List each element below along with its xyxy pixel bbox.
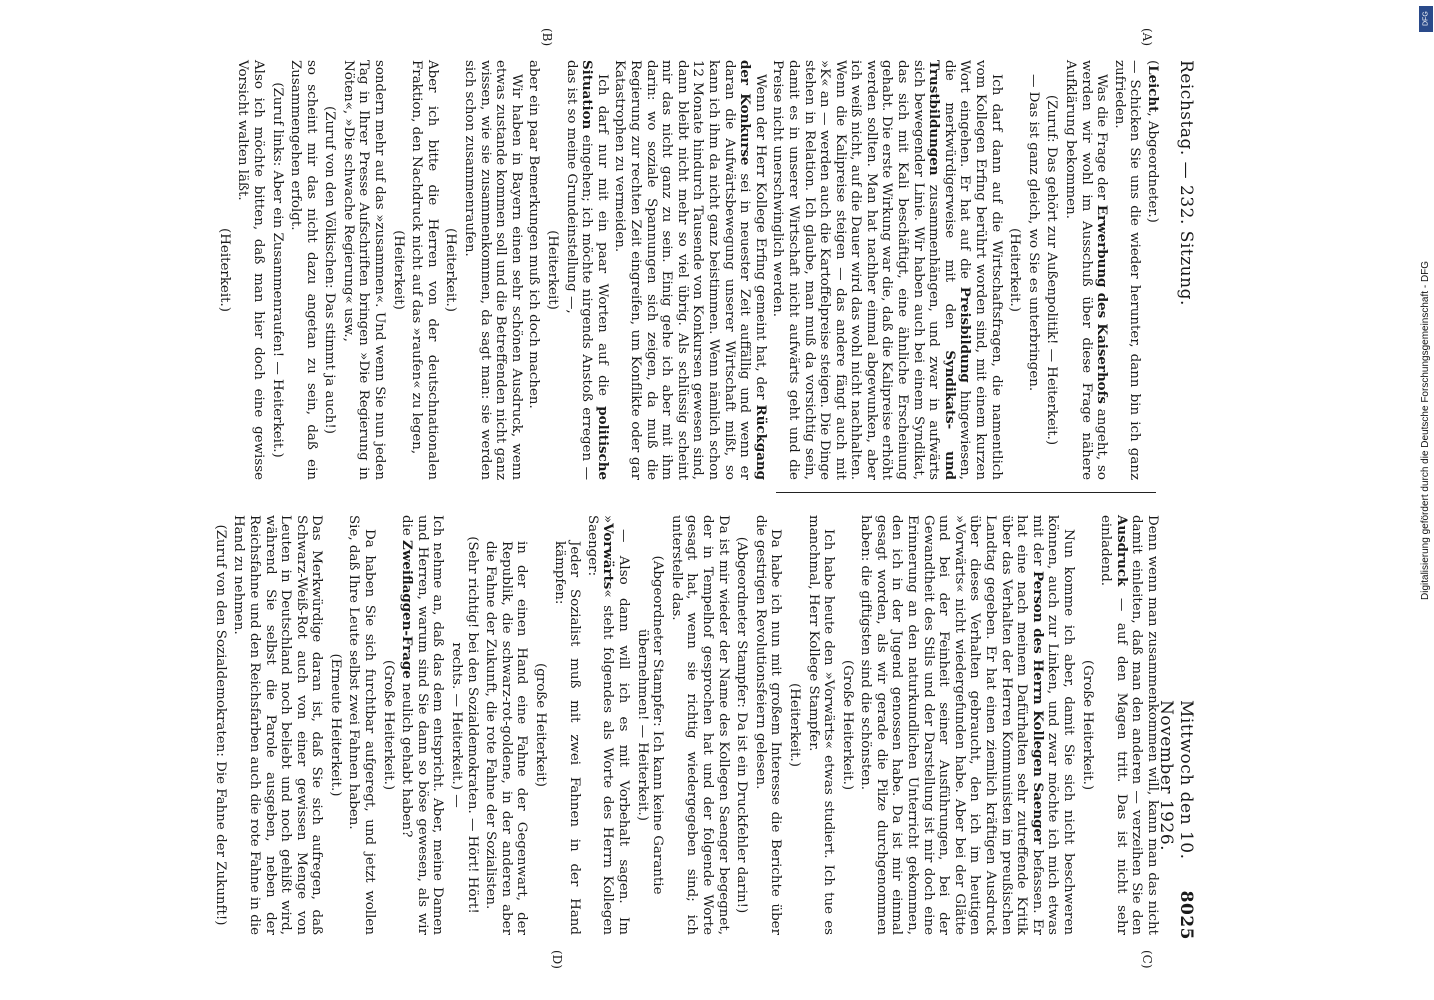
right-column-paragraph: Jeder Sozialist muß mit zwei Fahnen in der Hand kämpfen: [551,541,583,935]
dfg-logo: DFG [1419,6,1433,32]
right-column-paragraph: (Große Heiterkeit.) [1079,659,1095,791]
left-column-paragraph: Ich darf nur mit ein paar Worten auf die politische Situation eingehen; ich möchte nirgends Anstoß erregen — das ist so meine Grundeinstellung —, [563,60,611,480]
right-column-paragraph: (Zuruf von den Sozialdemokraten: Die Fahne der Zukunft!) [212,524,228,926]
right-column-paragraph: Da haben Sie sich furchtbar aufgeregt, und jetzt wollen Sie, daß Ihre Leute selbst zwei Fahnen haben. [346,515,378,935]
right-column [209,515,1160,935]
right-column-paragraph: Nun komme ich aber, damit Sie sich nicht beschweren können, auch zur Linken, und zwar möchte ich mich etwas mit der Person des Herrn Kollegen Saenger befassen. Er hat eine nach meinem Dafürhalten sehr zutreffende Kritik über das Verhalten der Herren Kommunisten im preußischen Landtag gegeben. Er hat einen ziemlich kräftigen Ausdruck über dieses Verhalten gebraucht, den ich im heutigen »Vorwärts« nicht wiedergefunden habe. Aber bei der Glätte und bei der Feinheit seiner Ausführungen, bei der Gewandtheit des Stils und der Darstellung ist mir doch eine Erinnerung an den naturkundlichen Unterricht gekommen, den ich in der Jugend genossen habe. Da ist mir einmal gesagt worden, als wir gerade die Pilze durchgenommen haben: die giftigsten sind die schönsten. [858,515,1077,935]
margin-mark-b: (B) [540,28,554,47]
left-column-paragraph: so scheint mir das nicht dazu angetan zu sein, daß ein Zusammengehen erfolgt. [288,60,319,480]
page-number: 8025 [1176,890,1196,940]
left-column-paragraph: — Das ist ganz gleich, wo Sie es unterbringen. [1025,74,1041,392]
left-column-paragraph: sondern mehr auf das »zusammen«. Und wenn Sie nun jeden Tag in Ihrer Presse Aufschriften bringen »Die Regierung in Nöten«, »Die schwache Regierung« usw., [340,60,388,480]
left-column-paragraph: (Heiterkeit) [390,230,406,310]
header-date: Mittwoch den 10. November 1926. [1156,700,1196,860]
left-column-paragraph: Was die Frage der Erwerbung des Kaiserhofs angeht, so werden wir wohl im Ausschuß über diese Frage nähere Aufklärung bekommen. [1063,60,1111,480]
left-column-paragraph: (Zuruf links: Aber ein Zusammenraufen! — Heiterkeit.) [269,82,285,458]
right-column-paragraph: (Sehr richtig! bei den Sozialdemokraten. — Hört! Hört! rechts. — Heiterkeit.) — [449,536,480,914]
margin-mark-c: (C) [1140,950,1154,969]
margin-mark-d: (D) [550,950,564,969]
left-column-paragraph: (Heiterkeit.) [1007,228,1023,312]
left-column-paragraph: (Heiterkeit.) [216,228,232,312]
right-column-paragraph: (Erneute Heiterkeit.) [327,653,343,797]
right-column-paragraph: Das Merkwürdige daran ist, daß Sie sich aufregen, daß Schwarz-Weiß-Rot auch von einer gewissen Menge von Leuten in Deutschland noch beliebt und noch gehißt wird, während Sie selbst die Parole ausgeben, neben der Reichsfahne und den Reichsfarben auch die rote Fahne in die Hand zu nehmen. [231,515,325,935]
left-column-paragraph: (Heiterkeit.) [443,228,459,312]
left-column-paragraph: — Schicken Sie uns die wieder herunter, dann bin ich ganz zufrieden. [1111,60,1143,480]
right-column-paragraph: Denn wenn man zusammenkommen will, kann man das nicht damit einleiten, daß man den anderen — verzeihen Sie den Ausdruck — auf den Magen tritt. Das ist nicht sehr einladend. [1098,515,1160,935]
left-column-paragraph: Aber ich bitte die Herren von der deutschnationalen Fraktion, den Nachdruck nicht auf das »raufen« zu legen, [409,60,440,480]
left-column-paragraph: (Leicht, Abgeordneter.) [1145,60,1161,223]
left-column [213,60,1160,480]
left-column-paragraph: Wir haben in Bayern einen sehr schönen Ausdruck, wenn etwas zustande kommen soll und die Betreffenden nicht ganz wissen, wie sie zusammenkommen, da sagt man: sie werden sich schon zusammenraufen. [462,60,524,480]
left-column-paragraph: Ich darf dann auf die Wirtschaftsfragen, die namentlich vom Kollegen Erfing berührt worden sind, mit einem kurzen Wort eingehen. Er hat auf die Preisbildung hingewiesen, die merkwürdigerweise mit den Syndikats- und Trustbildungen zusammenhängen, und zwar in aufwärts sich bewegender Linie. Wir haben auch bei einem Syndikat, das sich mit Kali beschäftigt, eine ähnliche Erscheinung gehabt. Die erste Wirkung war die, daß die Kalipreise erhöht werden sollten. Man hat nachher einmal abgewunken, aber ich weiß nicht, auf die Dauer wird das wohl nicht nachhalten. Wenn die Kalipreise steigen — das andere fängt auch mit »K« an — werden auch die Kartoffelpreise steigen. Die Dinge stehen in Relation. Ich glaube, man muß da vorsichtig sein, damit es in unserer Wirtschaft nicht aufwärts geht und die Preise nicht unerschwinglich werden. [770,60,1004,480]
right-column-paragraph: (Abgeordneter Stampfer: Ich kann keine Garantie übernehmen! — Heiterkeit.) [634,555,666,895]
digitization-sidebar [1418,0,1434,1000]
right-column-paragraph: Da ist mir wieder der Name des Kollegen Saenger begegnet, der in Tempelhof gesprochen hat und der folgende Worte gesagt hat, wenn sie richtig wiedergegeben sind; ich unterstelle das. [668,515,731,935]
left-column-paragraph: (Heiterkeit) [545,230,561,310]
header-left: Reichstag. — 232. Sitzung. [1176,60,1196,306]
right-column-paragraph: — Also dann will ich es mit Vorbehalt sagen. Im »Vorwärts« steht folgendes als Worte des Herrn Kollegen Saenger: [584,515,631,935]
right-column-paragraph: (große Heiterkeit) [533,663,549,787]
document-page [54,0,1284,1000]
right-column-paragraph: Ich habe heute den »Vorwärts« etwas studiert. Ich tue es manchmal, Herr Kollege Stampfer. [805,515,837,935]
column-divider [776,492,1156,493]
running-header [1156,60,1196,940]
dfg-credit: Digitalisierung gefördert durch die Deutsche Forschungsgemeinschaft - DFG [1420,260,1431,600]
right-column-paragraph: (Große Heiterkeit.) [839,659,855,791]
right-column-paragraph: in der einen Hand eine Fahne der Gegenwart, der Republik, die schwarz-rot-goldene, in der anderen aber die Fahne der Zukunft, die rote Fahne der Sozialisten. [483,541,530,935]
right-column-paragraph: (Große Heiterkeit.) [380,659,396,791]
margin-mark-a: (A) [1140,28,1154,47]
right-column-paragraph: Ich nehme an, daß das dem entspricht. Aber, meine Damen und Herren, warum sind Sie dann so böse gewesen, als wir die Zweiflaggen-Frage neulich gehabt haben? [399,515,446,935]
left-column-paragraph: aber ein paar Bemerkungen muß ich doch machen. [526,60,542,409]
left-column-paragraph: Wenn der Herr Kollege Erfing gemeint hat, der Rückgang der Konkurse sei in neuester Zeit auffällig und wenn er daran die Aufwärtsbewegung unserer Wirtschaft mißt, so kann ich ihm da nicht ganz beistimmen. Wenn nämlich schon 12 Monate hindurch Tausende von Konkursen gewesen sind, dann bleibt nicht mehr so viel übrig. Als schlüssig scheint mir das nicht ganz zu sein. Einig gehe ich aber mit ihm darin: wo soziale Spannungen sich zeigen, da muß die Regierung zur rechten Zeit eingreifen, um Konflikte oder gar Katastrophen zu vermeiden. [612,60,769,480]
left-column-paragraph: Also ich möchte bitten, daß man hier doch eine gewisse Vorsicht walten läßt. [235,60,266,480]
right-column-paragraph: (Abgeordneter Stampfer: Da ist ein Druckfehler darin!) [734,536,750,914]
left-column-paragraph: (Zuruf: Das gehört zur Außenpolitik! — Heiterkeit.) [1044,94,1060,446]
right-column-paragraph: (Heiterkeit.) [786,683,802,767]
right-column-paragraph: Da habe ich nun mit großem Interesse die Berichte über die gestrigen Revolutionsfeiern gelesen. [752,515,784,935]
left-column-paragraph: (Zuruf von den Völkischen: Das stimmt ja auch!) [322,106,338,434]
